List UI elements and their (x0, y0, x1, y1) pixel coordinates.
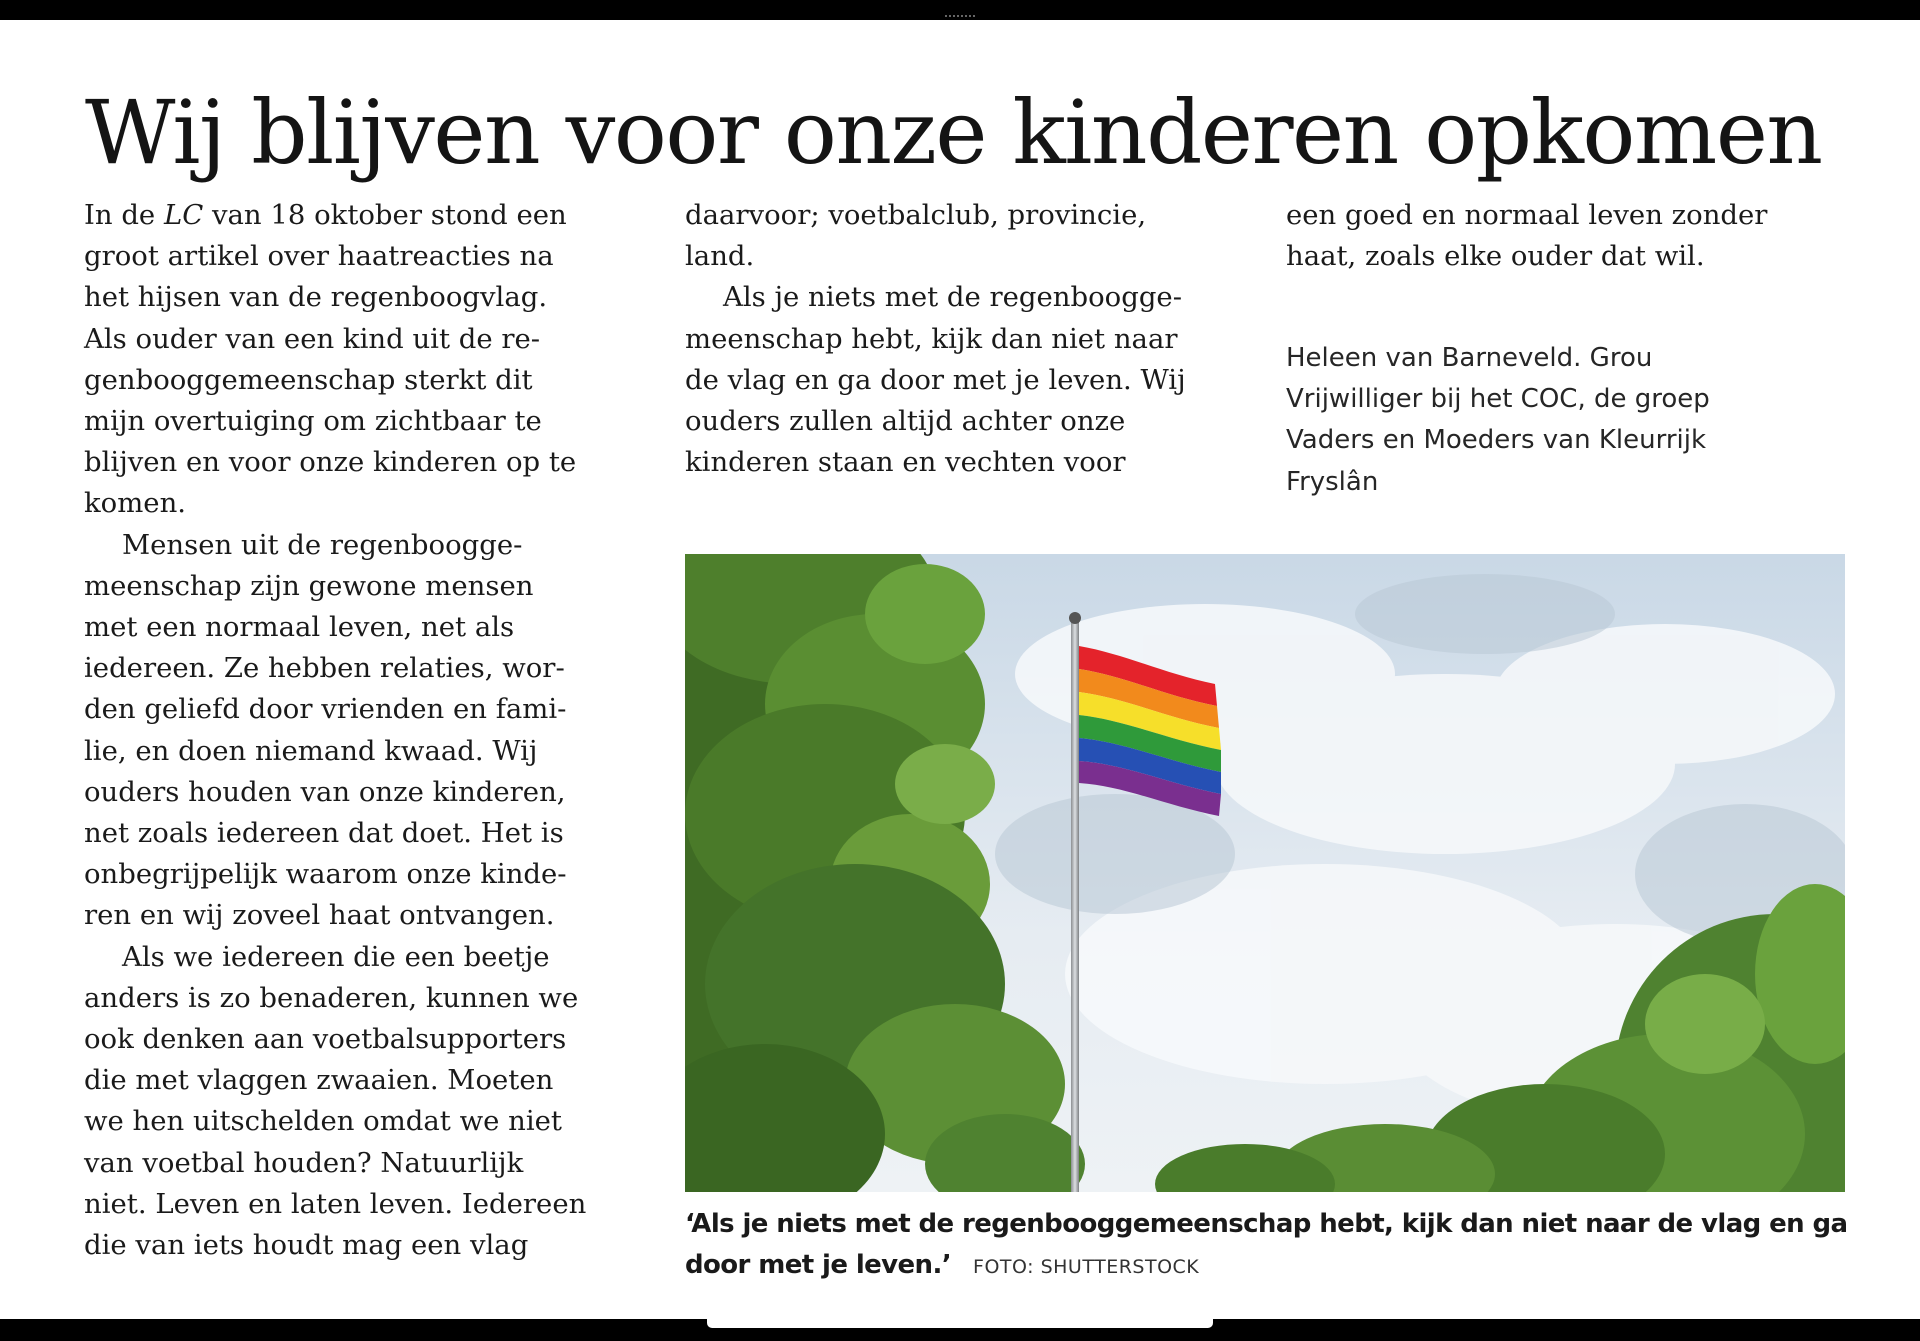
text-line: we hen uitschelden omdat we niet (84, 1105, 562, 1138)
text-line: Als je niets met de regenboogge- (723, 281, 1183, 314)
text-line: blijven en voor onze kinderen op te (84, 446, 577, 479)
paragraph (1286, 195, 1846, 277)
signature-line: Vrijwilliger bij het COC, de groep (1286, 384, 1710, 415)
text-line: de vlag en ga door met je leven. Wij (685, 363, 1186, 396)
text-line: Mensen uit de regenboogge- (122, 528, 523, 561)
text-line: die van iets houdt mag een vlag (84, 1229, 529, 1262)
text-line: niet. Leven en laten leven. Iedereen (84, 1187, 587, 1220)
text-line: genbooggemeenschap sterkt dit (84, 363, 533, 396)
text-line: daarvoor; voetbalclub, provincie, (685, 199, 1147, 231)
text-line: den geliefd door vrienden en fami- (84, 693, 567, 726)
signature-line: Fryslân (1286, 466, 1379, 497)
text-line: ren en wij zoveel haat ontvangen. (84, 899, 555, 932)
text-line: meenschap zijn gewone mensen (84, 569, 534, 602)
paragraph (84, 195, 654, 525)
photo-illustration (685, 554, 1845, 1192)
text-line: lie, en doen niemand kwaad. Wij (84, 734, 538, 767)
article-column-3 (1286, 195, 1846, 277)
paragraph (685, 277, 1245, 483)
newspaper-clipping (0, 20, 1920, 1319)
text-line: ouders zullen altijd achter onze (685, 405, 1126, 438)
text-line: een goed en normaal leven zonder (1286, 199, 1768, 231)
caption-quote-line-2: door met je leven.’ (685, 1250, 952, 1280)
text-line: ouders houden van onze kinderen, (84, 775, 566, 808)
text-line: het hijsen van de regenboogvlag. (84, 281, 548, 314)
text-line: Als ouder van een kind uit de re- (84, 322, 541, 355)
text-line: die met vlaggen zwaaien. Moeten (84, 1064, 554, 1097)
signature-line: Heleen van Barneveld. Grou (1286, 343, 1653, 373)
paragraph (84, 525, 654, 937)
text-line: groot artikel over haatreacties na (84, 240, 554, 273)
paragraph (84, 937, 654, 1267)
text-line: anders is zo benaderen, kunnen we (84, 981, 579, 1014)
text-line: kinderen staan en vechten voor (685, 446, 1126, 479)
paragraph (685, 195, 1245, 277)
article-column-1 (84, 195, 654, 1266)
author-signature (1286, 338, 1846, 503)
caption-quote-line-1: ‘Als je niets met de regenbooggemeenschap hebt, kijk dan niet naar de vlag en ga (685, 1209, 1848, 1239)
flagpole (1071, 618, 1079, 1192)
text-line: komen. (84, 487, 187, 520)
rainbow-flag-photo (685, 554, 1845, 1192)
article-column-2 (685, 195, 1245, 483)
photo-credit: FOTO: SHUTTERSTOCK (973, 1256, 1200, 1278)
text-line: net zoals iedereen dat doet. Het is (84, 817, 564, 850)
text-line: mijn overtuiging om zichtbaar te (84, 405, 542, 438)
text-line: iedereen. Ze hebben relaties, wor- (84, 652, 565, 685)
text-line: met een normaal leven, net als (84, 611, 515, 644)
text-line: land. (685, 240, 755, 273)
home-indicator (707, 1319, 1213, 1328)
text-line: onbegrijpelijk waarom onze kinde- (84, 858, 567, 891)
text-line: In de LC van 18 oktober stond een (84, 199, 567, 231)
text-line: Als we iedereen die een beetje (122, 940, 550, 973)
signature-line: Vaders en Moeders van Kleurrijk (1286, 425, 1707, 456)
text-line: ook denken aan voetbalsupporters (84, 1023, 567, 1056)
newspaper-abbreviation: LC (163, 199, 204, 231)
headline: Wij blijven voor onze kinderen opkomen (85, 81, 1822, 184)
photo-caption (685, 1204, 1865, 1288)
text-line: meenschap hebt, kijk dan niet naar (685, 322, 1178, 355)
text-line: van voetbal houden? Natuurlijk (84, 1146, 524, 1179)
text-line: haat, zoals elke ouder dat wil. (1286, 240, 1705, 273)
